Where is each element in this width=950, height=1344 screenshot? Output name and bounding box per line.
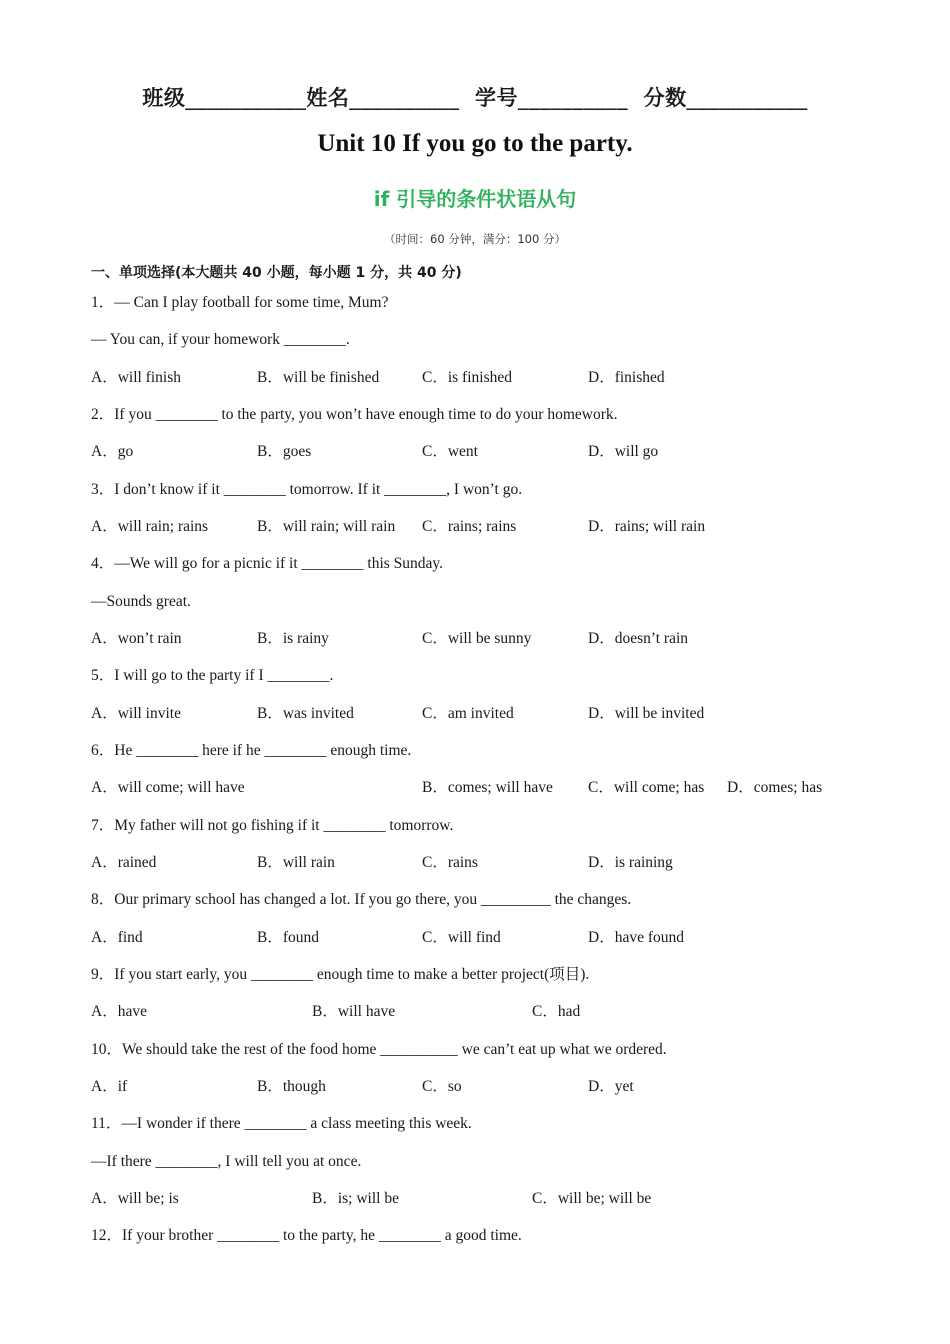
option-d[interactable]: D．finished bbox=[588, 369, 665, 386]
student-number-label: 学号 bbox=[475, 86, 518, 110]
option-c[interactable]: C．is finished bbox=[422, 369, 512, 386]
question-6-line-1: 6．He ________ here if he ________ enough time. bbox=[91, 742, 412, 759]
option-a[interactable]: A．will come; will have bbox=[91, 779, 245, 796]
option-a[interactable]: A．will be; is bbox=[91, 1190, 179, 1207]
option-d[interactable]: D．have found bbox=[588, 929, 684, 946]
question-1-line-1: 1．— Can I play football for some time, Mum? bbox=[91, 294, 389, 311]
option-d[interactable]: D．yet bbox=[588, 1078, 634, 1095]
question-4-line-2: —Sounds great. bbox=[91, 593, 191, 610]
option-c[interactable]: C．rains bbox=[422, 854, 478, 871]
option-a[interactable]: A．will finish bbox=[91, 369, 181, 386]
option-d[interactable]: D．doesn’t rain bbox=[588, 630, 689, 647]
option-c[interactable]: C．will come; has bbox=[588, 779, 705, 796]
option-b[interactable]: B．is; will be bbox=[312, 1190, 399, 1207]
question-8-line-1: 8．Our primary school has changed a lot. If you go there, you _________ the changes. bbox=[91, 891, 632, 908]
class-blank[interactable]: ___________ bbox=[185, 86, 307, 110]
option-b[interactable]: B．was invited bbox=[257, 705, 354, 722]
option-a[interactable]: A．won’t rain bbox=[91, 630, 182, 647]
option-a[interactable]: A．rained bbox=[91, 854, 157, 871]
option-a[interactable]: A．find bbox=[91, 929, 143, 946]
name-blank[interactable]: __________ bbox=[349, 86, 460, 110]
option-b[interactable]: B．comes; will have bbox=[422, 779, 553, 796]
time-note: （时间：60 分钟，满分：100 分） bbox=[384, 232, 566, 246]
page-title: Unit 10 If you go to the party. bbox=[317, 130, 633, 157]
score-label: 分数 bbox=[643, 86, 687, 110]
question-5-line-1: 5．I will go to the party if I ________. bbox=[91, 667, 334, 684]
question-11-line-2: —If there ________, I will tell you at once. bbox=[91, 1153, 362, 1170]
option-b[interactable]: B．goes bbox=[257, 443, 312, 460]
option-a[interactable]: A．go bbox=[91, 443, 134, 460]
option-c[interactable]: C．went bbox=[422, 443, 478, 460]
section-title: 一、单项选择(本大题共 40 小题，每小题 1 分，共 40 分) bbox=[91, 265, 462, 281]
option-c[interactable]: C．rains; rains bbox=[422, 518, 517, 535]
question-7-line-1: 7．My father will not go fishing if it ________ tomorrow. bbox=[91, 817, 454, 834]
option-d[interactable]: D．comes; has bbox=[727, 779, 823, 796]
option-c[interactable]: C．will be sunny bbox=[422, 630, 532, 647]
question-2-line-1: 2．If you ________ to the party, you won’t have enough time to do your homework. bbox=[91, 406, 618, 423]
question-1-line-2: — You can, if your homework ________. bbox=[91, 331, 350, 348]
option-b[interactable]: B．though bbox=[257, 1078, 326, 1095]
option-b[interactable]: B．will rain; will rain bbox=[257, 518, 396, 535]
option-c[interactable]: C．had bbox=[532, 1003, 581, 1020]
question-11-line-1: 11．—I wonder if there ________ a class meeting this week. bbox=[91, 1115, 472, 1132]
question-3-line-1: 3．I don’t know if it ________ tomorrow. If it ________, I won’t go. bbox=[91, 481, 523, 498]
option-d[interactable]: D．is raining bbox=[588, 854, 673, 871]
option-b[interactable]: B．found bbox=[257, 929, 320, 946]
option-b[interactable]: B．will rain bbox=[257, 854, 335, 871]
option-c[interactable]: C．so bbox=[422, 1078, 462, 1095]
question-12-line-1: 12．If your brother ________ to the party, he ________ a good time. bbox=[91, 1227, 522, 1244]
student-info-header bbox=[0, 82, 950, 112]
question-9-line-1: 9．If you start early, you ________ enough time to make a better project(项目). bbox=[91, 966, 590, 983]
option-b[interactable]: B．is rainy bbox=[257, 630, 329, 647]
class-label: 班级 bbox=[142, 86, 186, 110]
question-10-line-1: 10．We should take the rest of the food home __________ we can’t eat up what we ordered. bbox=[91, 1041, 667, 1058]
option-c[interactable]: C．am invited bbox=[422, 705, 514, 722]
option-a[interactable]: A．if bbox=[91, 1078, 128, 1095]
option-d[interactable]: D．will go bbox=[588, 443, 659, 460]
option-a[interactable]: A．will invite bbox=[91, 705, 181, 722]
option-d[interactable]: D．rains; will rain bbox=[588, 518, 706, 535]
page-subtitle: if 引导的条件状语从句 bbox=[373, 187, 577, 211]
name-label: 姓名 bbox=[306, 86, 350, 110]
option-b[interactable]: B．will be finished bbox=[257, 369, 380, 386]
option-b[interactable]: B．will have bbox=[312, 1003, 396, 1020]
option-a[interactable]: A．have bbox=[91, 1003, 147, 1020]
option-c[interactable]: C．will find bbox=[422, 929, 501, 946]
score-blank[interactable]: ___________ bbox=[686, 86, 808, 110]
option-d[interactable]: D．will be invited bbox=[588, 705, 705, 722]
student-number-blank[interactable]: __________ bbox=[518, 86, 628, 110]
option-c[interactable]: C．will be; will be bbox=[532, 1190, 652, 1207]
question-4-line-1: 4．—We will go for a picnic if it ________ this Sunday. bbox=[91, 555, 444, 572]
option-a[interactable]: A．will rain; rains bbox=[91, 518, 209, 535]
